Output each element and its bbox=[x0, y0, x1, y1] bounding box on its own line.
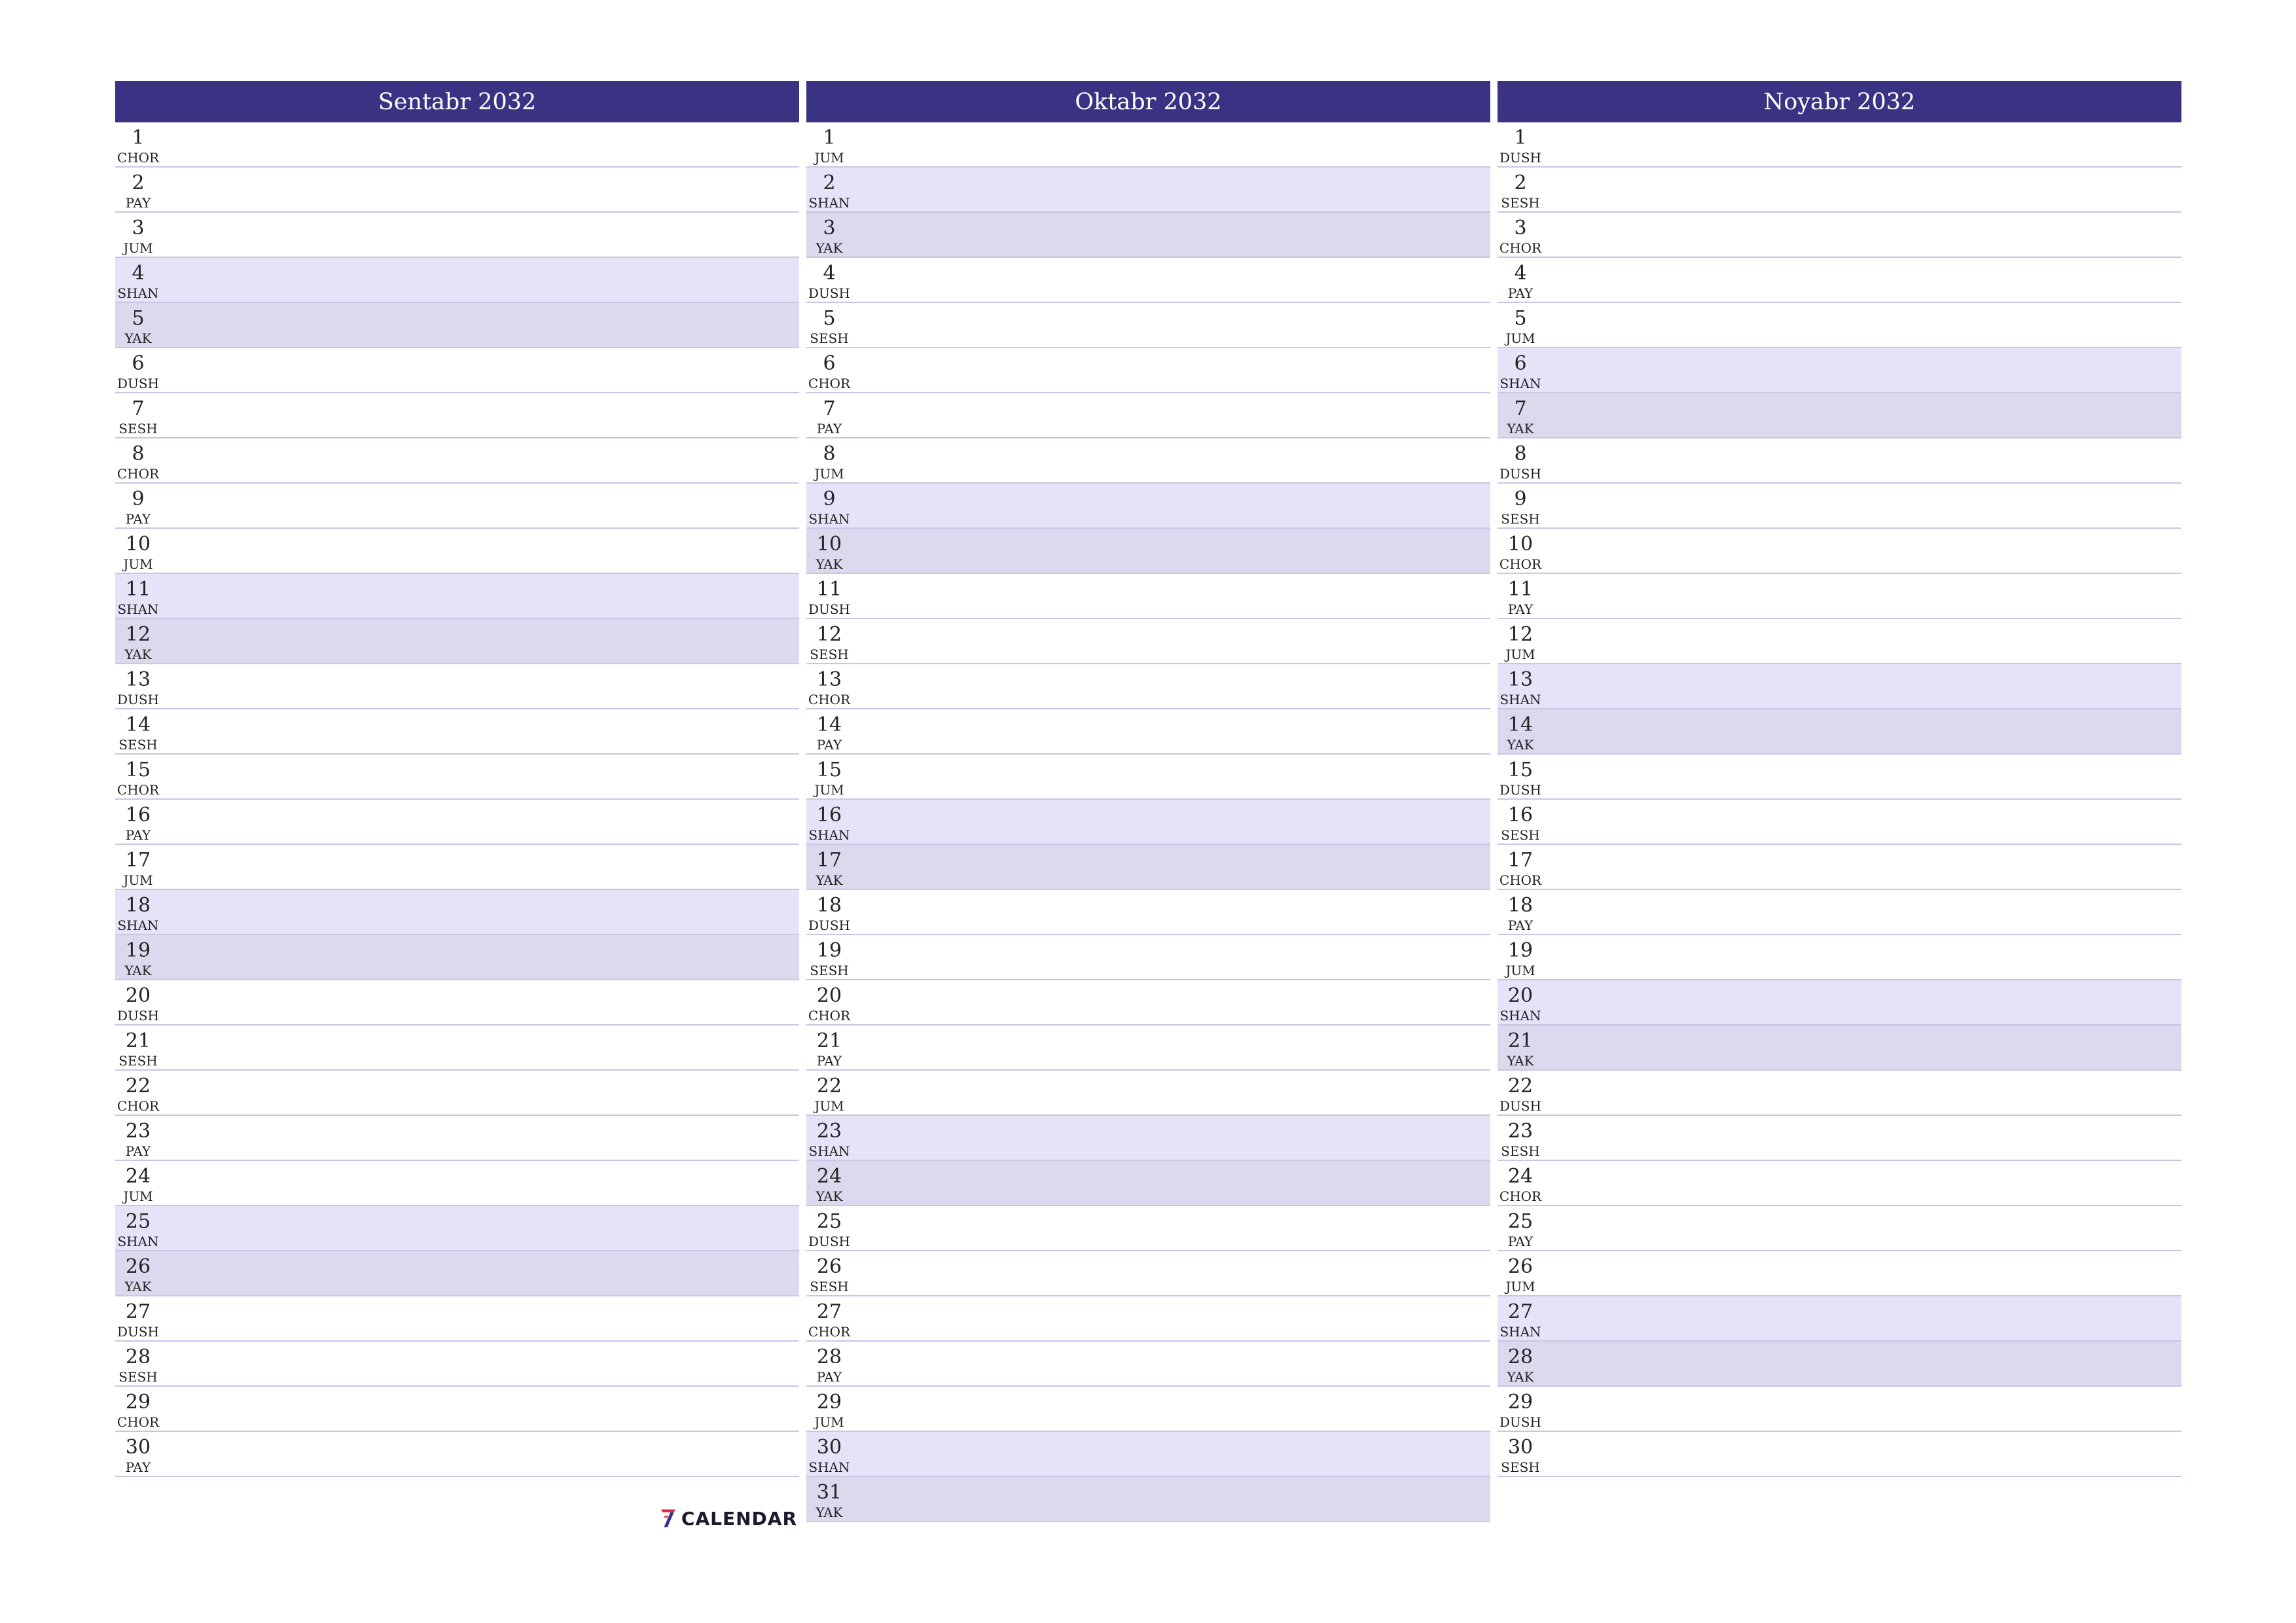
day-list bbox=[115, 122, 799, 1477]
weekday-label: DUSH bbox=[1499, 466, 1542, 482]
day-number: 4 bbox=[823, 262, 836, 285]
day-row[interactable] bbox=[806, 303, 1490, 348]
day-number: 22 bbox=[816, 1075, 842, 1097]
day-row[interactable] bbox=[115, 890, 799, 935]
day-number: 16 bbox=[125, 804, 151, 827]
day-number: 8 bbox=[132, 442, 145, 465]
day-row[interactable] bbox=[1498, 348, 2181, 393]
day-row[interactable] bbox=[1498, 1432, 2181, 1477]
day-number: 12 bbox=[1507, 623, 1534, 646]
weekday-label: YAK bbox=[816, 872, 843, 888]
day-row[interactable] bbox=[115, 1116, 799, 1161]
weekday-label: SHAN bbox=[117, 285, 159, 301]
day-row[interactable] bbox=[115, 1071, 799, 1116]
weekday-label: SHAN bbox=[808, 827, 850, 843]
weekday-label: YAK bbox=[1507, 737, 1534, 753]
day-number: 29 bbox=[125, 1391, 151, 1414]
day-number: 13 bbox=[1507, 668, 1534, 691]
weekday-label: JUM bbox=[123, 240, 153, 256]
day-number: 11 bbox=[1507, 578, 1534, 601]
day-row[interactable] bbox=[1498, 1161, 2181, 1206]
weekday-label: SESH bbox=[810, 963, 849, 978]
weekday-label: JUM bbox=[814, 466, 844, 482]
day-number: 3 bbox=[1514, 217, 1527, 240]
weekday-label: CHOR bbox=[808, 1008, 851, 1024]
weekday-label: YAK bbox=[1507, 1369, 1534, 1385]
day-row[interactable] bbox=[1498, 574, 2181, 619]
weekday-label: PAY bbox=[816, 1053, 842, 1069]
day-row[interactable] bbox=[1498, 980, 2181, 1026]
day-number: 25 bbox=[1507, 1210, 1534, 1233]
weekday-label: YAK bbox=[816, 240, 843, 256]
weekday-label: SHAN bbox=[1499, 376, 1541, 391]
day-row[interactable] bbox=[115, 574, 799, 619]
day-row[interactable] bbox=[1498, 1387, 2181, 1432]
weekday-label: SESH bbox=[118, 421, 158, 437]
day-row[interactable] bbox=[1498, 935, 2181, 980]
day-row[interactable] bbox=[806, 890, 1490, 935]
day-number: 9 bbox=[1514, 488, 1527, 510]
day-number: 7 bbox=[823, 397, 836, 420]
day-number: 17 bbox=[125, 849, 151, 872]
weekday-label: CHOR bbox=[1499, 1188, 1542, 1204]
logo-text: CALENDAR bbox=[681, 1507, 797, 1529]
day-row[interactable] bbox=[806, 1387, 1490, 1432]
weekday-label: SHAN bbox=[1499, 1008, 1541, 1024]
weekday-label: PAY bbox=[816, 421, 842, 437]
weekday-label: PAY bbox=[816, 1369, 842, 1385]
day-row[interactable] bbox=[1498, 484, 2181, 529]
day-number: 16 bbox=[1507, 804, 1534, 827]
weekday-label: DUSH bbox=[808, 285, 851, 301]
day-row[interactable] bbox=[806, 1206, 1490, 1251]
day-number: 24 bbox=[816, 1165, 842, 1188]
day-number: 16 bbox=[816, 804, 842, 827]
weekday-label: SESH bbox=[1501, 1143, 1540, 1159]
day-row[interactable] bbox=[115, 213, 799, 258]
day-number: 8 bbox=[1514, 442, 1527, 465]
weekday-label: DUSH bbox=[1499, 150, 1542, 166]
weekday-label: CHOR bbox=[117, 1414, 160, 1430]
day-row[interactable] bbox=[806, 664, 1490, 709]
weekday-label: SESH bbox=[810, 1279, 849, 1294]
day-number: 24 bbox=[1507, 1165, 1534, 1188]
month-title: Oktabr 2032 bbox=[806, 81, 1490, 122]
day-number: 27 bbox=[816, 1300, 842, 1323]
day-row[interactable] bbox=[115, 122, 799, 168]
weekday-label: SHAN bbox=[808, 1143, 850, 1159]
weekday-label: YAK bbox=[124, 963, 152, 978]
weekday-label: PAY bbox=[1507, 918, 1534, 933]
day-number: 30 bbox=[816, 1436, 842, 1459]
weekday-label: JUM bbox=[1505, 963, 1535, 978]
day-number: 19 bbox=[125, 939, 151, 962]
day-row[interactable] bbox=[806, 800, 1490, 845]
day-row[interactable] bbox=[806, 1432, 1490, 1477]
day-row[interactable] bbox=[115, 1026, 799, 1071]
day-number: 24 bbox=[125, 1165, 151, 1188]
day-number: 12 bbox=[816, 623, 842, 646]
weekday-label: DUSH bbox=[1499, 782, 1542, 798]
month-column bbox=[1498, 81, 2181, 1477]
day-number: 18 bbox=[125, 894, 151, 917]
day-row[interactable] bbox=[115, 1387, 799, 1432]
weekday-label: PAY bbox=[1507, 285, 1534, 301]
day-row[interactable] bbox=[1498, 845, 2181, 890]
day-row[interactable] bbox=[1498, 1071, 2181, 1116]
day-row[interactable] bbox=[115, 1342, 799, 1387]
day-list bbox=[806, 122, 1490, 1522]
day-row[interactable] bbox=[806, 1026, 1490, 1071]
day-row[interactable] bbox=[806, 213, 1490, 258]
day-number: 25 bbox=[125, 1210, 151, 1233]
day-number: 26 bbox=[125, 1255, 151, 1278]
weekday-label: PAY bbox=[125, 195, 151, 211]
day-number: 11 bbox=[125, 578, 151, 601]
weekday-label: CHOR bbox=[808, 692, 851, 707]
weekday-label: SHAN bbox=[117, 601, 159, 617]
weekday-label: CHOR bbox=[117, 466, 160, 482]
day-row[interactable] bbox=[806, 1071, 1490, 1116]
weekday-label: JUM bbox=[1505, 330, 1535, 346]
weekday-label: SHAN bbox=[1499, 1324, 1541, 1340]
day-number: 27 bbox=[1507, 1300, 1534, 1323]
day-number: 2 bbox=[823, 171, 836, 194]
weekday-label: DUSH bbox=[1499, 1414, 1542, 1430]
day-number: 2 bbox=[1514, 171, 1527, 194]
day-row[interactable] bbox=[115, 619, 799, 664]
day-row[interactable] bbox=[1498, 1342, 2181, 1387]
day-number: 19 bbox=[1507, 939, 1534, 962]
day-row[interactable] bbox=[806, 755, 1490, 800]
weekday-label: DUSH bbox=[808, 1234, 851, 1249]
day-number: 23 bbox=[1507, 1120, 1534, 1143]
weekday-label: SHAN bbox=[808, 511, 850, 527]
month-title: Sentabr 2032 bbox=[115, 81, 799, 122]
weekday-label: YAK bbox=[816, 1188, 843, 1204]
day-number: 30 bbox=[1507, 1436, 1534, 1459]
weekday-label: DUSH bbox=[117, 692, 160, 707]
weekday-label: CHOR bbox=[117, 150, 160, 166]
day-number: 22 bbox=[1507, 1075, 1534, 1097]
weekday-label: SESH bbox=[118, 1369, 158, 1385]
day-row[interactable] bbox=[806, 1296, 1490, 1342]
weekday-label: PAY bbox=[1507, 1234, 1534, 1249]
day-number: 17 bbox=[816, 849, 842, 872]
day-number: 10 bbox=[125, 533, 151, 556]
weekday-label: DUSH bbox=[117, 376, 160, 391]
day-row[interactable] bbox=[806, 845, 1490, 890]
day-row[interactable] bbox=[1498, 529, 2181, 574]
day-row[interactable] bbox=[806, 438, 1490, 484]
day-number: 9 bbox=[132, 488, 145, 510]
day-row[interactable] bbox=[1498, 890, 2181, 935]
day-row[interactable] bbox=[1498, 122, 2181, 168]
weekday-label: JUM bbox=[814, 150, 844, 166]
weekday-label: CHOR bbox=[1499, 240, 1542, 256]
day-row[interactable] bbox=[115, 168, 799, 213]
day-row[interactable] bbox=[115, 1251, 799, 1296]
weekday-label: SHAN bbox=[117, 918, 159, 933]
weekday-label: DUSH bbox=[117, 1324, 160, 1340]
day-row[interactable] bbox=[115, 1161, 799, 1206]
brand-logo[interactable] bbox=[660, 1501, 797, 1536]
weekday-label: JUM bbox=[123, 1188, 153, 1204]
weekday-label: SHAN bbox=[1499, 692, 1541, 707]
day-row[interactable] bbox=[806, 1251, 1490, 1296]
day-row[interactable] bbox=[115, 755, 799, 800]
day-number: 7 bbox=[1514, 397, 1527, 420]
weekday-label: CHOR bbox=[1499, 872, 1542, 888]
day-number: 23 bbox=[816, 1120, 842, 1143]
day-row[interactable] bbox=[806, 935, 1490, 980]
day-number: 6 bbox=[132, 352, 145, 375]
day-row[interactable] bbox=[115, 393, 799, 438]
day-number: 29 bbox=[1507, 1391, 1534, 1414]
weekday-label: PAY bbox=[816, 737, 842, 753]
day-row[interactable] bbox=[806, 1116, 1490, 1161]
day-number: 13 bbox=[125, 668, 151, 691]
weekday-label: JUM bbox=[814, 1098, 844, 1114]
weekday-label: DUSH bbox=[808, 918, 851, 933]
day-row[interactable] bbox=[115, 1432, 799, 1477]
weekday-label: YAK bbox=[816, 1505, 843, 1520]
weekday-label: YAK bbox=[1507, 421, 1534, 437]
day-number: 9 bbox=[823, 488, 836, 510]
day-number: 12 bbox=[125, 623, 151, 646]
day-number: 20 bbox=[125, 984, 151, 1007]
day-row[interactable] bbox=[115, 664, 799, 709]
day-number: 4 bbox=[1514, 262, 1527, 285]
day-row[interactable] bbox=[1498, 709, 2181, 755]
day-list bbox=[1498, 122, 2181, 1477]
day-row[interactable] bbox=[1498, 1026, 2181, 1071]
weekday-label: PAY bbox=[125, 827, 151, 843]
day-number: 10 bbox=[1507, 533, 1534, 556]
day-number: 20 bbox=[816, 984, 842, 1007]
day-row[interactable] bbox=[806, 1342, 1490, 1387]
weekday-label: YAK bbox=[124, 647, 152, 662]
weekday-label: YAK bbox=[124, 1279, 152, 1294]
day-row[interactable] bbox=[806, 619, 1490, 664]
day-number: 28 bbox=[125, 1346, 151, 1368]
day-row[interactable] bbox=[1498, 619, 2181, 664]
day-row[interactable] bbox=[806, 168, 1490, 213]
day-number: 5 bbox=[132, 307, 145, 330]
day-number: 23 bbox=[125, 1120, 151, 1143]
day-number: 5 bbox=[1514, 307, 1527, 330]
month-column bbox=[806, 81, 1490, 1522]
day-row[interactable] bbox=[1498, 664, 2181, 709]
weekday-label: PAY bbox=[125, 1459, 151, 1475]
weekday-label: YAK bbox=[1507, 1053, 1534, 1069]
day-number: 27 bbox=[125, 1300, 151, 1323]
day-number: 15 bbox=[1507, 758, 1534, 781]
day-number: 1 bbox=[1514, 126, 1527, 149]
day-number: 3 bbox=[823, 217, 836, 240]
day-number: 15 bbox=[125, 758, 151, 781]
weekday-label: SESH bbox=[1501, 1459, 1540, 1475]
day-number: 22 bbox=[125, 1075, 151, 1097]
weekday-label: SESH bbox=[810, 330, 849, 346]
day-number: 17 bbox=[1507, 849, 1534, 872]
day-row[interactable] bbox=[115, 1296, 799, 1342]
day-row[interactable] bbox=[806, 1477, 1490, 1522]
weekday-label: JUM bbox=[814, 782, 844, 798]
day-number: 6 bbox=[823, 352, 836, 375]
day-row[interactable] bbox=[1498, 213, 2181, 258]
day-number: 2 bbox=[132, 171, 145, 194]
weekday-label: CHOR bbox=[808, 1324, 851, 1340]
weekday-label: DUSH bbox=[808, 601, 851, 617]
day-number: 3 bbox=[132, 217, 145, 240]
day-row[interactable] bbox=[115, 709, 799, 755]
weekday-label: SESH bbox=[118, 1053, 158, 1069]
day-number: 14 bbox=[125, 713, 151, 736]
day-row[interactable] bbox=[1498, 1206, 2181, 1251]
weekday-label: DUSH bbox=[117, 1008, 160, 1024]
day-number: 30 bbox=[125, 1436, 151, 1459]
weekday-label: JUM bbox=[1505, 1279, 1535, 1294]
day-number: 15 bbox=[816, 758, 842, 781]
day-row[interactable] bbox=[115, 258, 799, 303]
day-row[interactable] bbox=[115, 529, 799, 574]
day-row[interactable] bbox=[1498, 303, 2181, 348]
7calendar-logo-icon bbox=[660, 1501, 676, 1536]
weekday-label: PAY bbox=[125, 1143, 151, 1159]
day-row[interactable] bbox=[806, 1161, 1490, 1206]
weekday-label: JUM bbox=[123, 556, 153, 572]
day-row[interactable] bbox=[115, 800, 799, 845]
day-row[interactable] bbox=[1498, 1251, 2181, 1296]
day-number: 21 bbox=[816, 1029, 842, 1052]
day-row[interactable] bbox=[115, 484, 799, 529]
day-number: 10 bbox=[816, 533, 842, 556]
day-row[interactable] bbox=[806, 348, 1490, 393]
day-row[interactable] bbox=[1498, 755, 2181, 800]
weekday-label: SESH bbox=[1501, 827, 1540, 843]
day-row[interactable] bbox=[115, 438, 799, 484]
day-number: 26 bbox=[1507, 1255, 1534, 1278]
day-row[interactable] bbox=[1498, 438, 2181, 484]
weekday-label: PAY bbox=[1507, 601, 1534, 617]
day-row[interactable] bbox=[1498, 1296, 2181, 1342]
day-number: 19 bbox=[816, 939, 842, 962]
day-row[interactable] bbox=[806, 529, 1490, 574]
weekday-label: CHOR bbox=[117, 1098, 160, 1114]
day-row[interactable] bbox=[806, 709, 1490, 755]
weekday-label: SESH bbox=[810, 647, 849, 662]
month-title: Noyabr 2032 bbox=[1498, 81, 2181, 122]
weekday-label: YAK bbox=[816, 556, 843, 572]
day-number: 11 bbox=[816, 578, 842, 601]
day-row[interactable] bbox=[115, 1206, 799, 1251]
weekday-label: SESH bbox=[118, 737, 158, 753]
day-number: 18 bbox=[1507, 894, 1534, 917]
day-number: 20 bbox=[1507, 984, 1534, 1007]
day-number: 1 bbox=[823, 126, 836, 149]
day-row[interactable] bbox=[115, 348, 799, 393]
month-column bbox=[115, 81, 799, 1477]
weekday-label: SHAN bbox=[808, 195, 850, 211]
day-number: 31 bbox=[816, 1481, 842, 1504]
weekday-label: YAK bbox=[124, 330, 152, 346]
weekday-label: CHOR bbox=[808, 376, 851, 391]
day-number: 7 bbox=[132, 397, 145, 420]
day-number: 1 bbox=[132, 126, 145, 149]
day-number: 21 bbox=[1507, 1029, 1534, 1052]
day-row[interactable] bbox=[115, 935, 799, 980]
day-row[interactable] bbox=[1498, 1116, 2181, 1161]
day-row[interactable] bbox=[1498, 168, 2181, 213]
day-row[interactable] bbox=[115, 845, 799, 890]
day-row[interactable] bbox=[1498, 258, 2181, 303]
day-number: 29 bbox=[816, 1391, 842, 1414]
day-number: 21 bbox=[125, 1029, 151, 1052]
day-row[interactable] bbox=[806, 258, 1490, 303]
day-row[interactable] bbox=[1498, 800, 2181, 845]
day-number: 14 bbox=[1507, 713, 1534, 736]
day-number: 28 bbox=[1507, 1346, 1534, 1368]
day-row[interactable] bbox=[115, 303, 799, 348]
weekday-label: SESH bbox=[1501, 195, 1540, 211]
day-number: 25 bbox=[816, 1210, 842, 1233]
day-number: 28 bbox=[816, 1346, 842, 1368]
day-row[interactable] bbox=[806, 980, 1490, 1026]
day-number: 18 bbox=[816, 894, 842, 917]
weekday-label: CHOR bbox=[1499, 556, 1542, 572]
day-number: 6 bbox=[1514, 352, 1527, 375]
weekday-label: JUM bbox=[1505, 647, 1535, 662]
weekday-label: SHAN bbox=[808, 1459, 850, 1475]
day-number: 14 bbox=[816, 713, 842, 736]
day-number: 5 bbox=[823, 307, 836, 330]
weekday-label: PAY bbox=[125, 511, 151, 527]
day-number: 8 bbox=[823, 442, 836, 465]
weekday-label: SHAN bbox=[117, 1234, 159, 1249]
day-row[interactable] bbox=[1498, 393, 2181, 438]
day-row[interactable] bbox=[806, 393, 1490, 438]
day-number: 4 bbox=[132, 262, 145, 285]
weekday-label: JUM bbox=[123, 872, 153, 888]
day-row[interactable] bbox=[806, 574, 1490, 619]
weekday-label: DUSH bbox=[1499, 1098, 1542, 1114]
weekday-label: JUM bbox=[814, 1414, 844, 1430]
weekday-label: SESH bbox=[1501, 511, 1540, 527]
day-number: 26 bbox=[816, 1255, 842, 1278]
day-row[interactable] bbox=[806, 122, 1490, 168]
weekday-label: CHOR bbox=[117, 782, 160, 798]
day-number: 13 bbox=[816, 668, 842, 691]
day-row[interactable] bbox=[115, 980, 799, 1026]
day-row[interactable] bbox=[806, 484, 1490, 529]
